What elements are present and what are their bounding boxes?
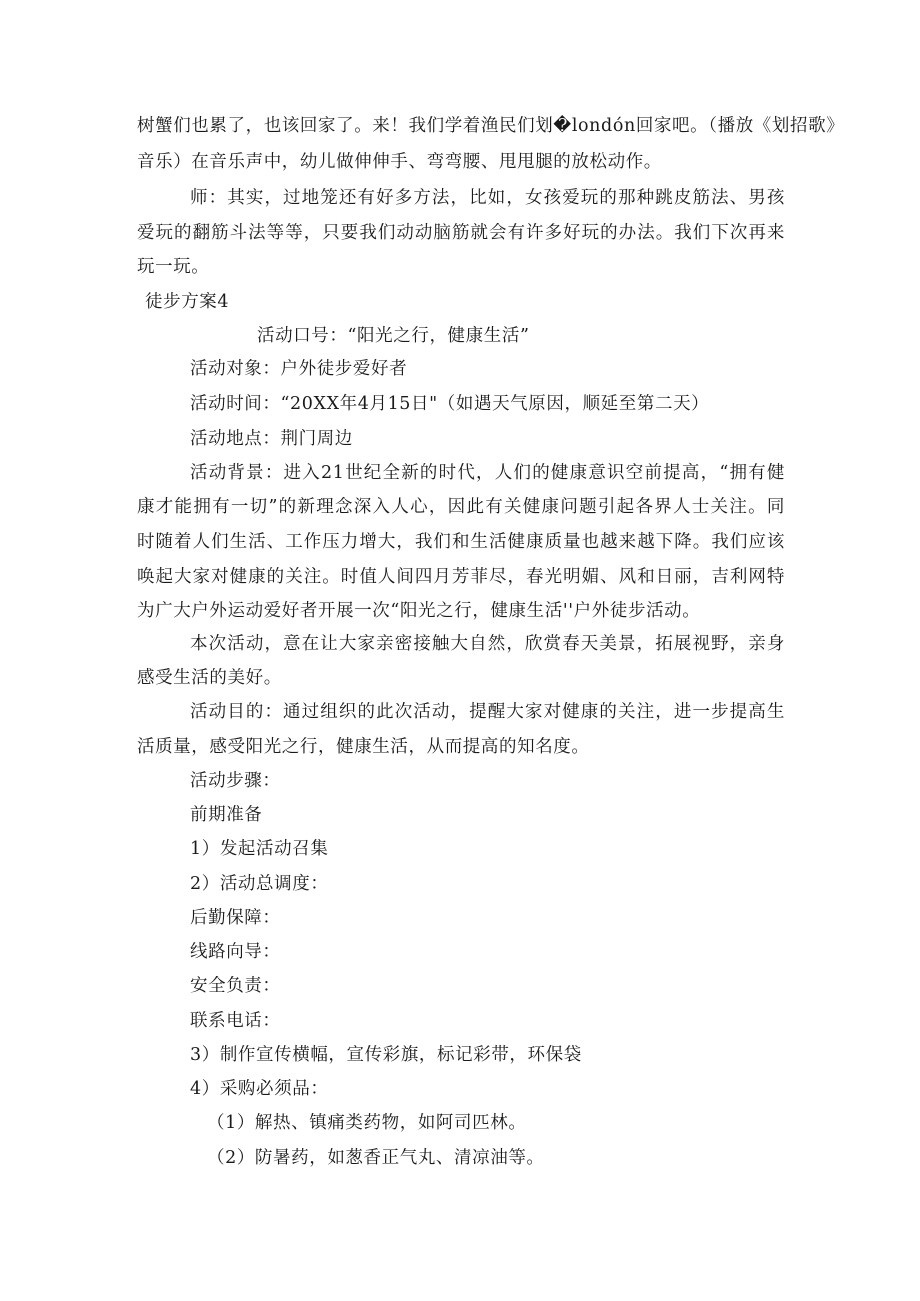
paragraph-line: 活动背景：进入21世纪全新的时代，人们的健康意识空前提高，“拥有健 <box>190 463 785 483</box>
paragraph-line: 爱玩的翻筋斗法等等，只要我们动动脑筋就会有许多好玩的办法。我们下次再来 <box>137 223 785 243</box>
paragraph-line: 唤起大家对健康的关注。时值人间四月芳菲尽，春光明媚、风和日丽，吉利网特 <box>137 567 785 587</box>
paragraph-line: 本次活动，意在让大家亲密接触大自然，欣赏春天美景，拓展视野，亲身 <box>190 634 785 654</box>
paragraph-line: 时随着人们生活、工作压力增大，我们和生活健康质量也越来越下降。我们应该 <box>137 532 785 552</box>
list-item: （2）防暑药，如葱香正气丸、清凉油等。 <box>207 1148 545 1168</box>
paragraph-line: 活动地点：荆门周边 <box>190 429 353 449</box>
paragraph-line: 音乐）在音乐声中，幼儿做伸伸手、弯弯腰、甩甩腿的放松动作。 <box>137 152 662 172</box>
paragraph-line: 活动目的：通过组织的此次活动，提醒大家对健康的关注，进一步提高生 <box>190 702 785 722</box>
paragraph-line: 活动时间：“20XX年4月15日"（如遇天气原因，顺延至第二天） <box>190 394 710 414</box>
paragraph-line: 活动对象：户外徒步爱好者 <box>190 359 408 379</box>
list-item: 1）发起活动召集 <box>190 839 329 859</box>
paragraph-line: 活动步骤： <box>190 771 281 791</box>
list-item: 2）活动总调度： <box>190 874 329 894</box>
paragraph-line: 康才能拥有一切”的新理念深入人心，因此有关健康问题引起各界人士关注。同 <box>137 497 785 517</box>
paragraph-line: 前期准备 <box>190 805 263 825</box>
list-item: （1）解热、镇痛类药物，如阿司匹林。 <box>207 1113 527 1133</box>
activity-slogan: 活动口号：“阳光之行，健康生活” <box>257 326 530 346</box>
paragraph-line: 感受生活的美好。 <box>137 668 282 688</box>
section-heading: 徒步方案4 <box>145 292 230 312</box>
list-item: 联系电话： <box>190 1011 281 1031</box>
list-item: 线路向导： <box>190 942 281 962</box>
paragraph-line: 活质量，感受阳光之行，健康生活，从而提高的知名度。 <box>137 737 590 757</box>
list-item: 后勤保障： <box>190 908 281 928</box>
list-item: 安全负责： <box>190 976 281 996</box>
paragraph-line: 树蟹们也累了，也该回家了。来！我们学着渔民们划�londón回家吧。（播放《划招歌》 <box>137 116 845 136</box>
paragraph-line: 为广大户外运动爱好者开展一次“阳光之行，健康生活''户外徒步活动。 <box>137 601 701 621</box>
paragraph-line: 师：其实，过地笼还有好多方法，比如，女孩爱玩的那种跳皮筋法、男孩 <box>190 188 785 208</box>
paragraph-line: 玩一玩。 <box>137 257 210 277</box>
list-item: 4）采购必须品： <box>190 1079 329 1099</box>
list-item: 3）制作宣传横幅，宣传彩旗，标记彩带，环保袋 <box>190 1045 582 1065</box>
